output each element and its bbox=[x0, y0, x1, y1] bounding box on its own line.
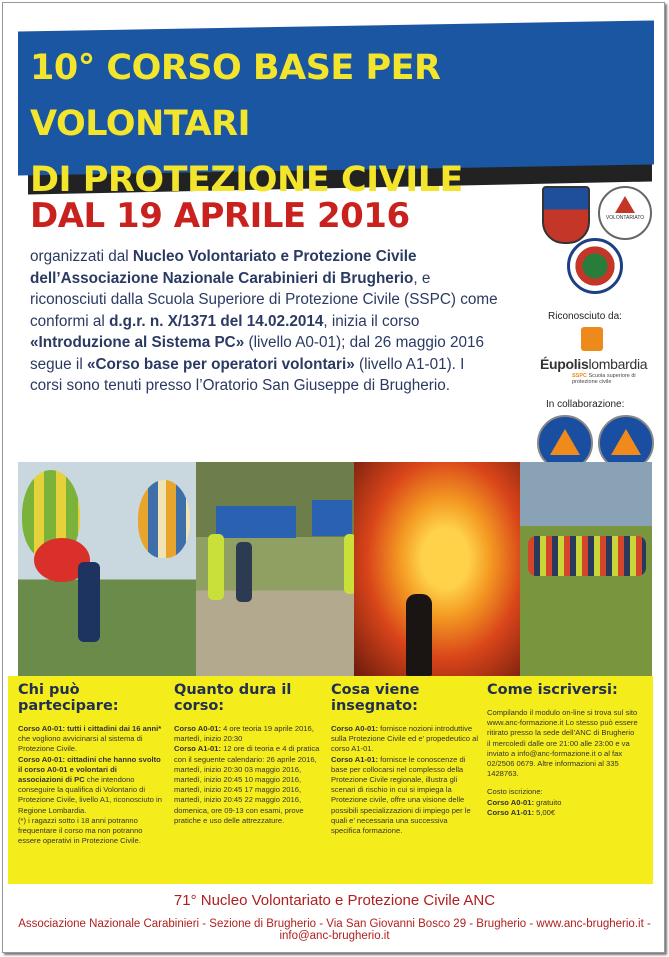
line-bold: Corso A0-01: cittadini che hanno svolto il corso A0-01 e volontari di associazioni di PC bbox=[18, 754, 161, 785]
info-panel bbox=[8, 676, 653, 884]
line-bold: Corso A1-01: bbox=[487, 807, 534, 817]
volunteer-figure bbox=[78, 562, 100, 642]
column-title: Come iscriversi: bbox=[487, 682, 618, 698]
volunteer-figure bbox=[344, 534, 354, 594]
intro-text: (livello A1-01). I corsi sono tenuti presso l’Oratorio San Giuseppe di Brugherio. bbox=[30, 355, 465, 394]
line-bold: Corso A1-01: bbox=[174, 744, 221, 754]
volunteer-figure bbox=[208, 534, 224, 600]
line-text: fornisce le conoscenze di base per collocarsi nel complesso della Protezione Civile regionale, illustra gli scenari di rischio in cui si impiega la Protezione civile, offre una visione delle possibili specializzazioni di impiego per le quali e’ necessaria una successiva specifica formazione. bbox=[331, 754, 471, 836]
footer-contacts: Associazione Nazionale Carabinieri - Sezione di Brugherio - Via San Giovanni Bosco 29 - Brugherio - www.anc-brugherio.it - info@anc-brugherio.it bbox=[18, 918, 651, 942]
line-bold: Corso A0-01: bbox=[487, 797, 534, 807]
info-column-duration bbox=[174, 682, 322, 826]
info-column-content bbox=[331, 682, 479, 836]
pc-triangle-icon bbox=[611, 429, 641, 455]
intro-bold: «Introduzione al Sistema PC» bbox=[30, 334, 245, 351]
organized-by-label: Corso organizzato da: bbox=[540, 170, 638, 181]
photo-fire bbox=[354, 462, 520, 676]
eupolis-name-suffix: lombardia bbox=[588, 356, 648, 372]
intro-bold: d.g.r. n. X/1371 del 14.02.2014 bbox=[109, 312, 324, 330]
photo-crowd bbox=[520, 462, 652, 676]
pc-triangle-icon bbox=[550, 429, 580, 455]
line-text: che intendono conseguire la qualifica di Volontario di Protezione Civile, livello A1, riconosciuto in Regione Lombardia. bbox=[18, 775, 162, 815]
column-title: Quanto dura il corso: bbox=[174, 682, 292, 714]
eupolis-name: Éupolis bbox=[540, 356, 589, 372]
volontariato-logo-text: VOLONTARIATO bbox=[605, 215, 645, 221]
intro-text: (livello A0-01); dal 26 maggio 2016 segue il bbox=[30, 334, 485, 373]
eupolis-subtitle bbox=[572, 373, 654, 385]
date-title: DAL 19 APRILE 2016 bbox=[30, 196, 410, 236]
column-line bbox=[18, 724, 164, 755]
sspc-label: SSPC bbox=[572, 373, 587, 379]
collab-label: In collaborazione: bbox=[546, 399, 625, 410]
volunteer-figure bbox=[236, 542, 252, 602]
banner-line-2: DI PROTEZIONE CIVILE bbox=[30, 160, 463, 200]
tent-shape bbox=[216, 506, 296, 538]
intro-text: organizzati dal bbox=[30, 248, 133, 265]
column-line bbox=[487, 787, 639, 797]
intro-text: , inizia il corso bbox=[323, 312, 420, 330]
banner-line-1: 10° CORSO BASE PER VOLONTARI bbox=[30, 48, 441, 144]
column-line bbox=[487, 808, 639, 818]
balloon-shape bbox=[138, 480, 190, 558]
line-bold: Corso A0-01: tutti i cittadini dai 16 anni* bbox=[18, 724, 162, 733]
column-line bbox=[174, 744, 322, 826]
triangle-icon bbox=[615, 196, 635, 213]
sponsor-column bbox=[522, 170, 656, 187]
column-line bbox=[174, 724, 322, 744]
intro-text: , e riconosciuti dalla Scuola Superiore di Protezione Civile (SSPC) come conformi al bbox=[30, 269, 498, 330]
eupolis-logo-text bbox=[540, 356, 647, 372]
eupolis-logo-mark bbox=[581, 327, 603, 351]
info-column-who bbox=[18, 682, 164, 846]
column-line bbox=[331, 724, 479, 755]
photo-strip bbox=[18, 462, 652, 676]
photo-field-tents bbox=[196, 462, 354, 676]
column-line bbox=[331, 755, 479, 837]
column-title: Cosa viene insegnato: bbox=[331, 682, 420, 714]
column-line bbox=[18, 816, 164, 847]
line-text: 12 ore di teoria e 4 di pratica con il seguente calendario: 26 aprile 2016, martedì, inizio 20:30 03 maggio 2016, martedì, inizio 20:45 10 maggio 2016, martedì, inizio 20:45 17 maggio 2016, martedì, inizio 20:45 22 maggio 2016, domenica, ore 09-13 con esami, prove pratiche e uso delle attrezzature. bbox=[174, 744, 320, 825]
line-text: (*) i ragazzi sotto i 18 anni potranno frequentare il corso ma non potranno essere operativi in Protezione Civile. bbox=[18, 815, 143, 846]
line-bold: Corso A1-01: bbox=[331, 754, 378, 764]
intro-bold: «Corso base per operatori volontari» bbox=[86, 355, 355, 373]
intro-paragraph bbox=[30, 246, 500, 397]
line-bold: Corso A0-01: bbox=[331, 724, 378, 733]
crowd-shape bbox=[528, 536, 646, 576]
column-line bbox=[487, 708, 639, 779]
sspc-text: Scuola superiore di protezione civile bbox=[572, 373, 636, 385]
line-text: Costo iscrizione: bbox=[487, 787, 543, 797]
line-text: gratuito bbox=[533, 797, 562, 807]
tent-shape bbox=[312, 500, 352, 536]
footer-title: 71° Nucleo Volontariato e Protezione Civile ANC bbox=[173, 892, 496, 909]
anc-carabinieri-logo bbox=[567, 238, 623, 294]
line-text: Compilando il modulo on-line si trova sul sito www.anc-formazione.it Lo stesso può essere ritirato presso la sede dell’ANC di Brugherio il mercoledì dalle ore 21:00 alle 23:00 e va inviato a info@anc-formazione.it o al fax 02/2506 0679. Altre informazioni al 335 1428763. bbox=[487, 708, 638, 779]
line-text: 4 ore teoria 19 aprile 2016, martedì, inizio 20:30 bbox=[174, 724, 314, 744]
anc-shield-logo bbox=[542, 186, 590, 244]
line-text: 5,00€ bbox=[533, 807, 556, 817]
firefighter-silhouette bbox=[406, 594, 432, 676]
line-text: che vogliono avvicinarsi al sistema di Protezione Civile. bbox=[18, 734, 143, 754]
volontariato-logo bbox=[598, 186, 652, 240]
photo-balloons bbox=[18, 462, 196, 676]
line-bold: Corso A0-01: bbox=[174, 724, 221, 733]
column-line bbox=[487, 798, 639, 808]
line-text: fornisce nozioni introduttive sulla Protezione Civile ed e’ propedeutico al corso A1-01. bbox=[331, 724, 479, 754]
column-title: Chi può partecipare: bbox=[18, 682, 119, 714]
info-column-signup bbox=[487, 682, 639, 818]
recognized-by-label: Riconosciuto da: bbox=[548, 311, 622, 322]
column-line bbox=[18, 755, 164, 816]
intro-bold: Nucleo Volontariato e Protezione Civile dell’Associazione Nazionale Carabinieri di Brugherio bbox=[30, 248, 417, 287]
